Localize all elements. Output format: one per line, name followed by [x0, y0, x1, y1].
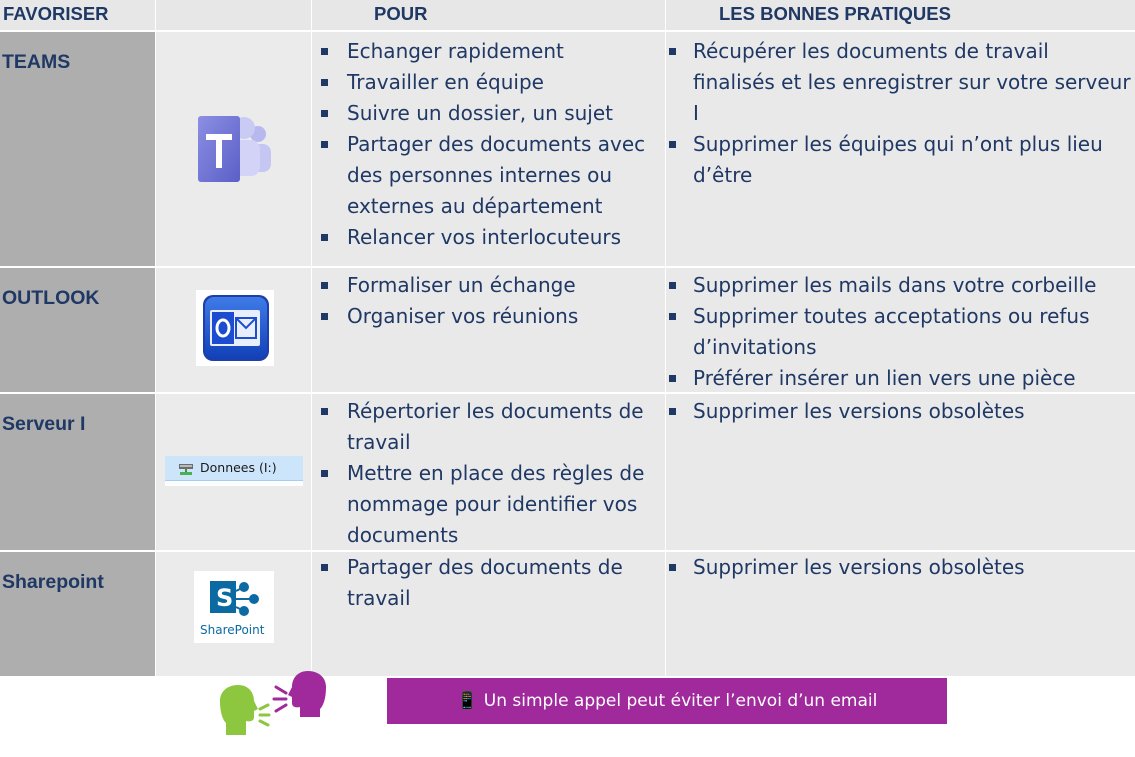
- sharepoint-logo: [194, 571, 274, 643]
- list-item: Supprimer les mails dans votre corbeille: [666, 270, 1134, 301]
- outlook-pour-cell: [312, 268, 665, 392]
- row-label-text: Sharepoint: [2, 571, 104, 593]
- sharepoint-icon: [208, 577, 260, 621]
- header-pratiques-text: LES BONNES PRATIQUES: [719, 3, 951, 24]
- header-favoriser-text: FAVORISER: [3, 3, 109, 24]
- outlook-pour-list: [312, 270, 661, 332]
- header-favoriser: [0, 0, 155, 30]
- serveur-pour-cell: [312, 394, 665, 550]
- teams-pour-list: [312, 36, 661, 253]
- outlook-pratiques-cell: [666, 268, 1135, 392]
- teams-icon-cell: [156, 32, 311, 266]
- header-pour-text: POUR: [374, 3, 428, 24]
- svg-text:S: S: [216, 584, 234, 612]
- sharepoint-pour-list: [312, 552, 661, 614]
- sharepoint-pratiques-cell: [666, 552, 1135, 676]
- row-label-text: OUTLOOK: [2, 287, 100, 309]
- list-item: Partager des documents de travail: [312, 552, 661, 614]
- list-item: Formaliser un échange: [312, 270, 661, 301]
- list-item: Supprimer les versions obsolètes: [666, 552, 1134, 583]
- teams-pratiques-cell: [666, 32, 1135, 266]
- network-drive-icon: [178, 462, 194, 476]
- list-item: Travailler en équipe: [312, 67, 661, 98]
- list-item: Partager des documents avec des personnes internes ou externes au département: [312, 129, 661, 222]
- outlook-icon: [196, 290, 274, 366]
- call-reminder-text: Un simple appel peut éviter l’envoi d’un email: [483, 691, 878, 711]
- teams-icon: [196, 110, 274, 186]
- drive-label: Donnees (I:): [200, 460, 277, 475]
- row-label-text: Serveur I: [2, 413, 86, 435]
- sharepoint-logo-text: SharePoint: [200, 623, 265, 637]
- teams-pour-cell: [312, 32, 665, 266]
- list-item: Supprimer toutes acceptations ou refus d’invitations: [666, 301, 1134, 363]
- list-item: Mettre en place des règles de nommage pour identifier vos documents: [312, 458, 661, 550]
- list-item: Préférer insérer un lien vers une pièce: [666, 363, 1134, 392]
- sharepoint-pratiques-list: [666, 552, 1134, 583]
- serveur-pratiques-cell: [666, 394, 1135, 550]
- network-drive-entry: [165, 456, 303, 486]
- list-item: Supprimer les versions obsolètes: [666, 396, 1134, 427]
- mobile-phone-icon: 📱: [456, 691, 478, 711]
- call-reminder-banner: [387, 678, 947, 724]
- speaking-heads-icon: [216, 671, 330, 737]
- sharepoint-icon-cell: [156, 552, 311, 676]
- list-item: Suivre un dossier, un sujet: [312, 98, 661, 129]
- header-icon-column: [156, 0, 311, 30]
- header-pratiques: [666, 0, 1135, 30]
- teams-pratiques-list: [666, 36, 1134, 191]
- row-label-outlook: [0, 268, 155, 392]
- row-label-sharepoint: [0, 552, 155, 676]
- header-pour: [312, 0, 665, 30]
- sharepoint-pour-cell: [312, 552, 665, 676]
- outlook-icon-cell: [156, 268, 311, 392]
- serveur-pratiques-list: [666, 396, 1134, 427]
- list-item: Relancer vos interlocuteurs: [312, 222, 661, 253]
- row-label-teams: [0, 32, 155, 266]
- row-label-serveur: [0, 394, 155, 550]
- row-label-text: TEAMS: [2, 51, 71, 73]
- serveur-icon-cell: [156, 394, 311, 550]
- serveur-pour-list: [312, 396, 661, 550]
- outlook-pratiques-list: [666, 270, 1134, 392]
- list-item: Echanger rapidement: [312, 36, 661, 67]
- list-item: Supprimer les équipes qui n’ont plus lieu d’être: [666, 129, 1134, 191]
- list-item: Répertorier les documents de travail: [312, 396, 661, 458]
- list-item: Récupérer les documents de travail finalisés et les enregistrer sur votre serveur I: [666, 36, 1134, 129]
- list-item: Organiser vos réunions: [312, 301, 661, 332]
